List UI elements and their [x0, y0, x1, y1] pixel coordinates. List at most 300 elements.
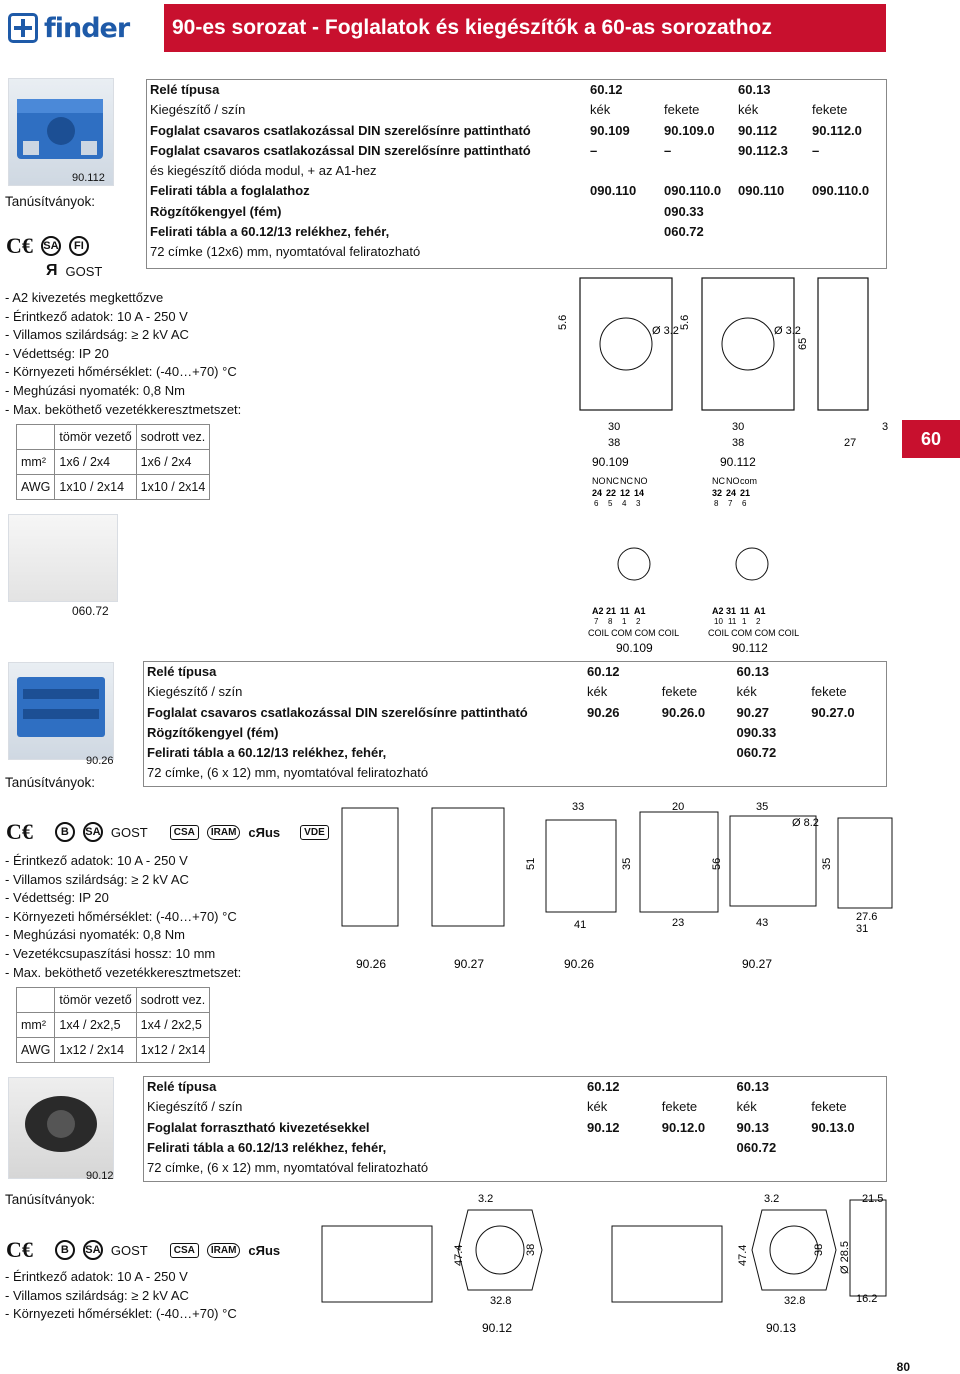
wire-cell: AWG [17, 1038, 55, 1063]
pin-diagram-90112 [708, 476, 799, 638]
wire-cell: AWG [17, 475, 55, 500]
dim: Ø 3.2 [774, 325, 801, 337]
dim: 31 [856, 923, 869, 935]
feature: - Környezeti hőmérséklet: (-40…+70) °C [5, 1306, 237, 1322]
pin-text: 21 [740, 488, 751, 498]
spec-cell: 60.13 [736, 1079, 770, 1094]
spec-row [144, 1138, 886, 1158]
b-mark-icon: B [55, 1240, 75, 1260]
spec-row [144, 682, 886, 702]
spec-cell: kék [738, 102, 759, 118]
spec-label: Foglalat csavaros csatlakozással DIN szerelősínre pattintható [150, 122, 531, 138]
ul-recognized-icon: Я [46, 262, 58, 279]
wire-cell: 1x12 / 2x14 [55, 1038, 136, 1063]
spec-cell: 060.72 [736, 745, 777, 761]
spec-cell [664, 242, 738, 262]
dim: 3 [882, 421, 889, 433]
feature: - Környezeti hőmérséklet: (-40…+70) °C [5, 908, 237, 924]
spec-cell: 060.72 [664, 224, 704, 240]
dimension-drawings-3 [318, 1190, 898, 1366]
dimension-drawings-1 [556, 274, 900, 664]
spec-row [144, 743, 886, 763]
spec-cell [587, 743, 662, 763]
spec-cell [811, 723, 886, 743]
socket-side-view [850, 1200, 886, 1296]
spec-label: Kiegészítő / szín [147, 1099, 243, 1115]
cert-row [6, 1237, 280, 1263]
spec-cell [587, 1158, 662, 1178]
finder-logo-icon [8, 13, 38, 43]
relay-seat [600, 318, 652, 370]
spec-cell: fekete [664, 102, 700, 118]
relay-seat [722, 318, 774, 370]
wire-cell: 1x4 / 2x2,5 [136, 1013, 210, 1038]
spec-table-3 [143, 1076, 887, 1182]
pin-text: 7 [728, 499, 733, 508]
spec-cell [738, 222, 812, 242]
pin-text: NO [634, 476, 648, 486]
finder-logo [8, 10, 129, 46]
pin-text: NO [592, 476, 606, 486]
pcb-layout [612, 1226, 722, 1302]
pin-diagram [432, 808, 504, 926]
spec-cell [737, 1158, 812, 1178]
pin-text: 2 [756, 617, 761, 626]
pin-text: COIL COM COM COIL [588, 628, 680, 638]
spec-cell: fekete [661, 684, 698, 700]
spec-cell: 090.110 [738, 183, 785, 199]
pin-text: 24 [726, 488, 737, 498]
spec-label: Relé típusa [147, 664, 217, 679]
spec-cell: 90.27 [736, 704, 770, 720]
spec-label: Relé típusa [147, 1079, 217, 1094]
pin-text: 31 [726, 606, 737, 616]
dim: 56 [711, 857, 723, 870]
spec-label: Kiegészítő / szín [147, 684, 243, 700]
product-label: 90.12 [86, 1170, 114, 1182]
spec-cell [812, 161, 886, 181]
feature: - Meghúzási nyomaték: 0,8 Nm [5, 927, 185, 943]
ce-mark-icon: C€ [6, 819, 33, 844]
pin-text: 11 [740, 606, 750, 616]
drawing-label: 90.112 [720, 455, 756, 469]
gost-label: GOST [110, 824, 148, 840]
cert-label: Tanúsítványok: [5, 775, 96, 790]
wire-table [16, 424, 210, 500]
spec-cell: kék [736, 1099, 757, 1115]
pin-text: 8 [714, 499, 719, 508]
pin-text: NC [606, 476, 619, 486]
gost-label: GOST [65, 263, 103, 279]
socket-outline [580, 278, 672, 410]
spec-cell [662, 743, 737, 763]
pin-text: com [740, 476, 758, 486]
csa-box-icon: CSA [170, 1243, 199, 1258]
feature: - Villamos szilárdság: ≥ 2 kV AC [5, 1287, 189, 1303]
wire-head: sodrott vez. [136, 988, 210, 1013]
spec-cell: 090.110.0 [664, 183, 722, 199]
product-photo-9026 [8, 662, 114, 760]
spec-cell: 090.33 [736, 724, 777, 740]
spec-cell [662, 723, 737, 743]
pin-text: 3 [636, 499, 641, 508]
csa-icon: SA [41, 236, 61, 256]
spec-cell: 90.112.0 [812, 122, 862, 138]
wire-cell: mm² [17, 1013, 55, 1038]
spec-cell [664, 161, 738, 181]
dim: 35 [621, 857, 633, 870]
drawing-label: 90.27 [742, 957, 773, 971]
spec-cell [738, 242, 812, 262]
cul-us-icon: cЯus [248, 1242, 281, 1258]
feature: - Érintkező adatok: 10 A - 250 V [5, 853, 188, 868]
spec-cell: – [664, 142, 672, 158]
spec-cell [812, 202, 886, 222]
coil-symbol [618, 548, 650, 580]
feature: - Védettség: IP 20 [5, 345, 109, 361]
pin-text: NC [620, 476, 633, 486]
dim: 38 [813, 1243, 825, 1256]
spec-row [144, 1077, 886, 1097]
dim: 38 [608, 437, 621, 449]
spec-label: Felirati tábla a 60.12/13 relékhez, fehér, [150, 224, 390, 240]
dim: 43 [756, 917, 769, 929]
spec-label: és kiegészítő dióda modul, + az A1-hez [150, 163, 377, 179]
spec-cell [812, 242, 886, 262]
drawing-label: 90.109 [616, 641, 653, 655]
pin-text: 11 [620, 606, 630, 616]
drawing-label: 90.112 [732, 641, 768, 655]
spec-row [144, 1158, 886, 1178]
socket-image-icon [9, 663, 113, 759]
feature: - Max. beköthető vezetékkeresztmetszet: [5, 964, 242, 980]
cert-row-2 [46, 262, 102, 280]
product-label: 90.26 [86, 755, 114, 767]
pin-text: 22 [606, 488, 617, 498]
dim: 35 [821, 857, 833, 870]
pin-text: 8 [608, 617, 613, 626]
spec-cell [811, 763, 886, 783]
spec-label: Felirati tábla a 60.12/13 relékhez, fehér, [147, 1139, 387, 1155]
wire-head [17, 425, 55, 450]
wire-head: tömör vezető [55, 425, 136, 450]
dim: 32.8 [784, 1295, 806, 1307]
feature: - Érintkező adatok: 10 A - 250 V [5, 308, 188, 324]
cert-label: Tanúsítványok: [5, 194, 96, 209]
spec-cell: 90.109 [590, 122, 630, 138]
wire-head [17, 988, 55, 1013]
spec-cell [590, 202, 664, 222]
pin-text: 5 [608, 499, 613, 508]
socket-outline [702, 278, 794, 410]
pin-text: A1 [634, 606, 646, 616]
spec-cell [662, 1138, 737, 1158]
csa-icon: SA [83, 1240, 103, 1260]
pin-text: A2 [592, 606, 604, 616]
fi-icon: FI [69, 236, 89, 256]
spec-cell: 60.13 [738, 82, 771, 97]
dimension-drawings-2 [338, 798, 898, 976]
pin-circle [770, 1226, 818, 1274]
spec-cell: 90.27.0 [811, 704, 855, 720]
wire-head: sodrott vez. [136, 425, 210, 450]
spec-row [147, 161, 886, 181]
dim: Ø 3.2 [652, 325, 679, 337]
spec-cell: – [590, 142, 598, 158]
socket-image-icon [9, 1078, 113, 1178]
label-sheet-photo [8, 514, 118, 602]
cert-row [6, 233, 89, 259]
dim: 41 [574, 919, 587, 931]
dim: 3.2 [478, 1193, 494, 1205]
spec-cell: – [812, 142, 820, 158]
gost-label: GOST [110, 1242, 148, 1258]
spec-label: Foglalat forrasztható kivezetésekkel [147, 1119, 370, 1135]
spec-cell [662, 1158, 737, 1178]
wire-cell: 1x6 / 2x4 [136, 450, 210, 475]
spec-cell [812, 222, 886, 242]
pin-text: 1 [742, 617, 747, 626]
spec-cell [587, 763, 662, 783]
socket-side-view [838, 818, 892, 908]
feature: - Meghúzási nyomaték: 0,8 Nm [5, 382, 185, 398]
features-list [5, 289, 241, 419]
pin-text: 11 [728, 617, 737, 626]
dim: 65 [797, 337, 809, 350]
features-list [5, 1268, 237, 1324]
spec-row [147, 141, 886, 161]
spec-cell [811, 743, 886, 763]
spec-label: 72 címke (12x6) mm, nyomtatóval feliratozható [150, 244, 421, 260]
spec-cell [590, 161, 664, 181]
pin-circle [476, 1226, 524, 1274]
iram-icon: IRAM [207, 1243, 241, 1258]
dim: Ø 28.5 [839, 1240, 851, 1274]
cert-label: Tanúsítványok: [5, 1192, 96, 1207]
dim: 5.6 [557, 314, 569, 330]
pin-text: 6 [742, 499, 747, 508]
accessory-label: 060.72 [72, 604, 109, 618]
socket-outline [730, 816, 816, 906]
spec-cell [662, 662, 737, 682]
pin-text: A2 [712, 606, 724, 616]
spec-row [144, 1097, 886, 1117]
spec-row [144, 703, 886, 723]
pin-text: 1 [622, 617, 627, 626]
spec-cell [662, 1077, 737, 1097]
spec-cell: 90.112.3 [738, 142, 788, 158]
pin-text: 21 [606, 606, 617, 616]
drawing-label: 90.26 [356, 957, 387, 971]
spec-cell: kék [590, 102, 611, 118]
dim: 38 [525, 1243, 537, 1256]
drawing-label: 90.27 [454, 957, 485, 971]
spec-cell: 60.12 [587, 1079, 620, 1094]
wire-cell: 1x12 / 2x14 [136, 1038, 210, 1063]
wire-head: tömör vezető [55, 988, 136, 1013]
spec-cell: 90.26.0 [661, 704, 706, 720]
spec-row [144, 1118, 886, 1138]
spec-cell [664, 80, 738, 100]
socket-outline [546, 820, 616, 912]
pin-text: COIL COM COM COIL [708, 628, 800, 638]
pin-text: 24 [592, 488, 603, 498]
spec-cell: kék [736, 684, 757, 700]
spec-label: Relé típusa [150, 82, 220, 97]
spec-cell [587, 723, 662, 743]
drawing-label: 90.13 [766, 1321, 797, 1335]
dim: 30 [608, 421, 621, 433]
spec-row [147, 242, 886, 262]
spec-cell [811, 662, 886, 682]
cul-us-icon: cЯus [248, 824, 281, 840]
dim: 27.6 [856, 911, 878, 923]
spec-cell: kék [587, 684, 608, 700]
dim: 27 [844, 437, 857, 449]
page-number: 80 [896, 1360, 910, 1374]
pin-text: 12 [620, 488, 631, 498]
wire-cell: mm² [17, 450, 55, 475]
dim: 35 [756, 801, 769, 813]
dim: 16.2 [856, 1293, 878, 1305]
spec-cell [811, 1077, 886, 1097]
spec-row [144, 763, 886, 783]
spec-cell: fekete [811, 684, 847, 700]
spec-cell [590, 222, 664, 242]
spec-cell: 90.112 [738, 122, 778, 138]
spec-cell: 90.13 [736, 1119, 770, 1135]
spec-label: Rögzítőkengyel (fém) [147, 724, 279, 740]
spec-row [147, 121, 886, 141]
dim: 32.8 [490, 1295, 512, 1307]
dim: 3.2 [764, 1193, 780, 1205]
spec-table-2 [143, 661, 887, 787]
pin-text: A1 [754, 606, 766, 616]
spec-label: Foglalat csavaros csatlakozással DIN szerelősínre pattintható [147, 704, 528, 720]
spec-cell: 60.12 [590, 82, 623, 97]
pin-text: 4 [622, 499, 627, 508]
spec-cell [662, 763, 737, 783]
brand-name: finder [44, 12, 130, 44]
pin-text: 10 [714, 617, 723, 626]
pin-text: 2 [636, 617, 641, 626]
spec-cell: 060.72 [736, 1139, 777, 1155]
pcb-layout [322, 1226, 432, 1302]
spec-row [147, 80, 886, 100]
spec-label: Felirati tábla a foglalathoz [150, 183, 310, 199]
ce-mark-icon: C€ [6, 233, 33, 258]
spec-label: Felirati tábla a 60.12/13 relékhez, fehér, [147, 745, 387, 761]
vde-icon: VDE [300, 825, 329, 840]
feature: - Villamos szilárdság: ≥ 2 kV AC [5, 871, 189, 887]
pin-text: 6 [594, 499, 599, 508]
wire-cell: 1x4 / 2x2,5 [55, 1013, 136, 1038]
feature: - Max. beköthető vezetékkeresztmetszet: [5, 401, 242, 417]
spec-label: 72 címke, (6 x 12) mm, nyomtatóval feliratozható [147, 765, 429, 781]
section-tab: 60 [902, 420, 960, 458]
pin-text: NO [726, 476, 740, 486]
spec-row [147, 181, 886, 201]
csa-icon: SA [83, 822, 103, 842]
pin-diagram [342, 808, 398, 926]
spec-label: Rögzítőkengyel (fém) [150, 203, 282, 219]
features-list [5, 852, 241, 982]
feature: - Érintkező adatok: 10 A - 250 V [5, 1269, 188, 1284]
spec-cell: 60.12 [587, 664, 620, 679]
product-label: 90.112 [72, 172, 105, 184]
dim: 51 [525, 857, 537, 870]
feature: - Villamos szilárdság: ≥ 2 kV AC [5, 327, 189, 343]
product-photo-90112 [8, 78, 114, 186]
wire-cell: 1x10 / 2x14 [136, 475, 210, 500]
dim: 5.6 [679, 314, 691, 330]
feature: - Védettség: IP 20 [5, 890, 109, 906]
iram-icon: IRAM [207, 825, 241, 840]
drawing-label: 90.109 [592, 455, 629, 469]
spec-cell: fekete [661, 1099, 698, 1115]
page-title: 90-es sorozat - Foglalatok és kiegészítők a 60-as sorozathoz [164, 4, 886, 52]
dim: 33 [572, 801, 585, 813]
dim: 20 [672, 801, 685, 813]
dim: 30 [732, 421, 745, 433]
pin-diagram-90109 [588, 476, 679, 638]
cert-row [6, 819, 329, 845]
socket-image-icon [9, 79, 113, 185]
product-photo-9012 [8, 1077, 114, 1179]
pin-text: 7 [594, 617, 599, 626]
dim: 47.4 [737, 1244, 749, 1266]
spec-cell: 090.110 [590, 183, 637, 199]
spec-cell [811, 1158, 886, 1178]
spec-cell [738, 161, 812, 181]
spec-row [147, 100, 886, 120]
pin-text: 14 [634, 488, 645, 498]
wire-cell: 1x6 / 2x4 [55, 450, 136, 475]
spec-row [144, 662, 886, 682]
spec-cell [737, 763, 812, 783]
spec-label: Foglalat csavaros csatlakozással DIN szerelősínre pattintható [150, 142, 531, 158]
spec-cell [811, 1138, 886, 1158]
dim: Ø 8.2 [792, 817, 819, 829]
spec-cell: 90.26 [587, 704, 620, 720]
csa-box-icon: CSA [170, 825, 199, 840]
dim: 47.4 [453, 1244, 465, 1266]
dim: 38 [732, 437, 745, 449]
spec-cell [738, 202, 812, 222]
spec-row [147, 202, 886, 222]
spec-label: 72 címke, (6 x 12) mm, nyomtatóval feliratozható [147, 1160, 429, 1176]
spec-cell: kék [587, 1099, 608, 1115]
spec-cell: fekete [811, 1099, 847, 1115]
spec-cell [590, 242, 664, 262]
coil-symbol [736, 548, 768, 580]
socket-side-view [818, 278, 868, 410]
spec-row [144, 723, 886, 743]
spec-cell: 90.12 [587, 1119, 620, 1135]
b-mark-icon: B [55, 822, 75, 842]
drawing-label: 90.26 [564, 957, 595, 971]
spec-row [147, 222, 886, 242]
dim: 21.5 [862, 1193, 884, 1205]
wire-cell: 1x10 / 2x14 [55, 475, 136, 500]
feature: - A2 kivezetés megkettőzve [5, 290, 164, 305]
spec-cell: 90.109.0 [664, 122, 715, 138]
socket-outline [640, 812, 718, 912]
pin-text: NC [712, 476, 725, 486]
spec-cell: 90.12.0 [661, 1119, 706, 1135]
ce-mark-icon: C€ [6, 1237, 33, 1262]
spec-table-1 [146, 79, 887, 269]
